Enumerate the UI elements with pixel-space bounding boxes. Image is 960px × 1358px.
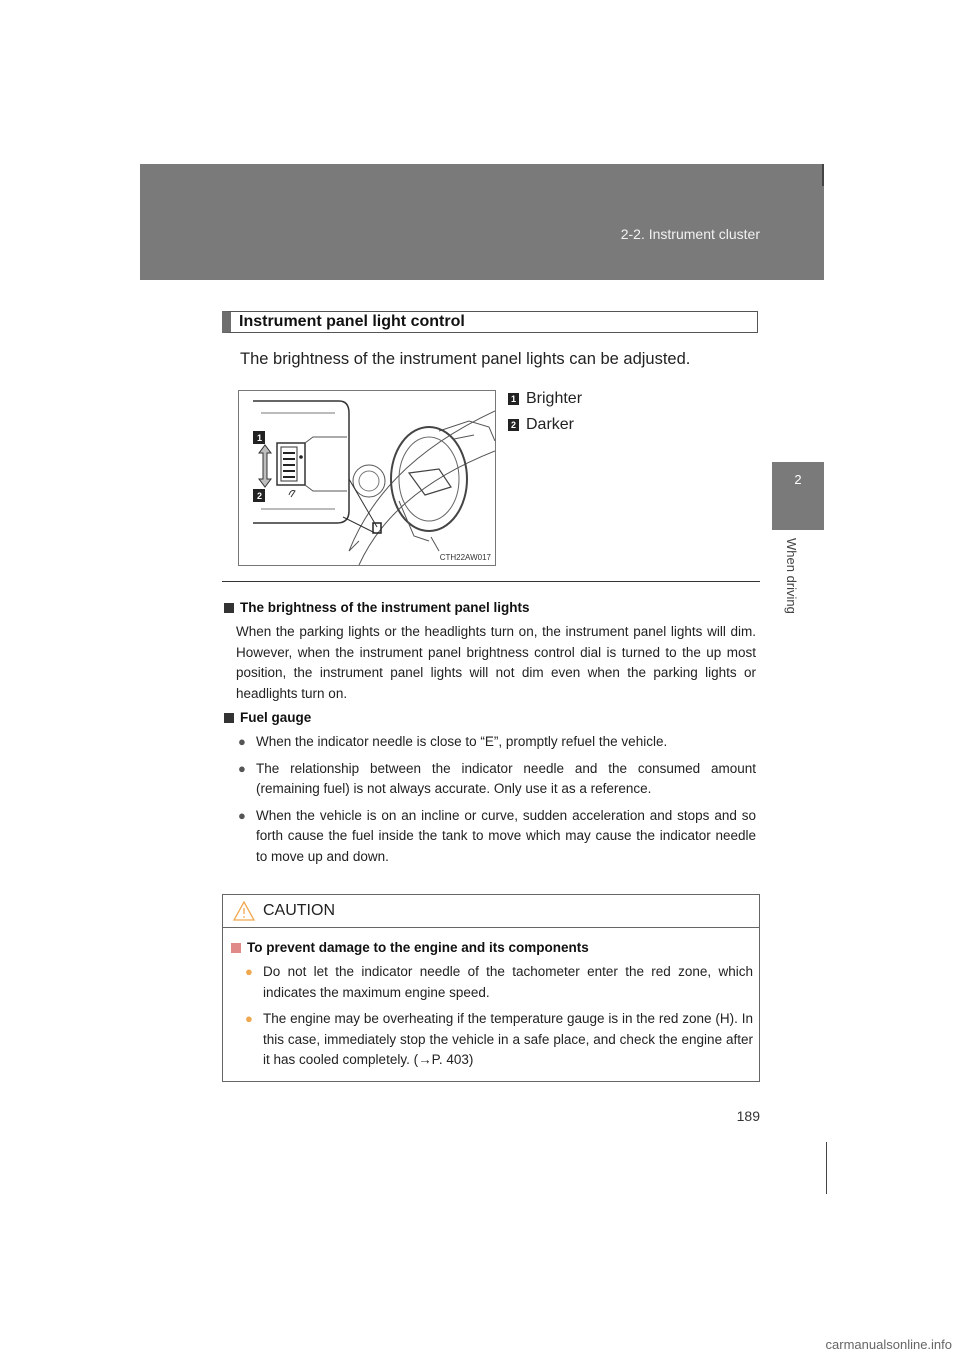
instrument-panel-illustration [238,390,496,566]
caution-heading [229,940,753,955]
legend-item [508,412,582,438]
chapter-tab [772,462,824,530]
chapter-number: 2 [794,472,802,487]
section-intro: The brightness of the instrument panel lights can be adjusted. [240,350,691,368]
circle-bullet-icon: ● [245,1011,253,1026]
crop-mark [822,164,824,186]
legend-label: Darker [526,416,575,433]
chapter-label: When driving [784,538,799,614]
illustration-legend [508,386,582,438]
square-bullet-icon [224,713,234,723]
caution-title-text: CAUTION [263,902,335,919]
list-item-text: Do not let the indicator needle of the tachometer enter the red zone, which indicates the maximum engine speed. [263,964,753,1000]
circle-bullet-icon: ● [238,760,246,776]
figure-code: CTH22AW017 [439,553,491,562]
watermark-text: carmanualsonline.info [825,1337,952,1352]
legend-label: Brighter [526,390,583,407]
square-bullet-icon [224,603,234,613]
note-heading [222,710,756,725]
list-item-text: The engine may be overheating if the temperature gauge is in the red zone (H). In this case, immediately stop the vehicle in a safe place, and check the engine after it has cooled completely. (→P. 403) [263,1011,753,1067]
square-bullet-icon [231,943,241,953]
list-item [229,962,753,1003]
caution-body [223,928,759,1071]
circle-bullet-icon: ● [238,807,246,823]
list-item [229,1009,753,1071]
legend-number: 1 [508,393,519,405]
page-number: 189 [736,1108,760,1124]
note-heading-text: The brightness of the instrument panel lights [240,600,530,615]
note-paragraph: When the parking lights or the headlights turn on, the instrument panel lights will dim. However, when the instrument panel brightness control dial is turned to the up most position, the instrument panel lights will not dim even when the parking lights or headlights turn on. [236,624,756,701]
caution-title [223,895,759,928]
legend-number: 2 [508,419,519,431]
circle-bullet-icon: ● [238,734,246,749]
list-item-text: When the indicator needle is close to “E”, promptly refuel the vehicle. [256,734,668,749]
circle-bullet-icon: ● [245,964,253,979]
note-heading [222,600,756,615]
list-item-text: When the vehicle is on an incline or curve, sudden acceleration and stops and so forth cause the fuel inside the tank to move which may cause the indicator needle to move up and down. [256,807,756,864]
list-item [222,732,756,753]
legend-item [508,386,582,412]
page-header [140,164,824,280]
list-item-text: The relationship between the indicator needle and the consumed amount (remaining fuel) is not always accurate. Only use it as a reference. [256,760,756,796]
list-item [222,806,756,868]
header-section-title: 2-2. Instrument cluster [620,226,760,242]
note-heading-text: Fuel gauge [240,710,312,725]
callout-2-label: 2 [257,491,263,501]
margin-rule [826,1142,827,1194]
caution-box [222,894,760,1082]
section-title: Instrument panel light control [222,311,758,333]
dashboard-drawing [239,391,495,565]
caution-heading-text: To prevent damage to the engine and its components [247,940,589,955]
section-divider [222,581,760,582]
notes-section [222,600,756,873]
callout-1-label: 1 [257,433,263,443]
list-item [222,759,756,800]
warning-triangle-icon [233,901,255,921]
